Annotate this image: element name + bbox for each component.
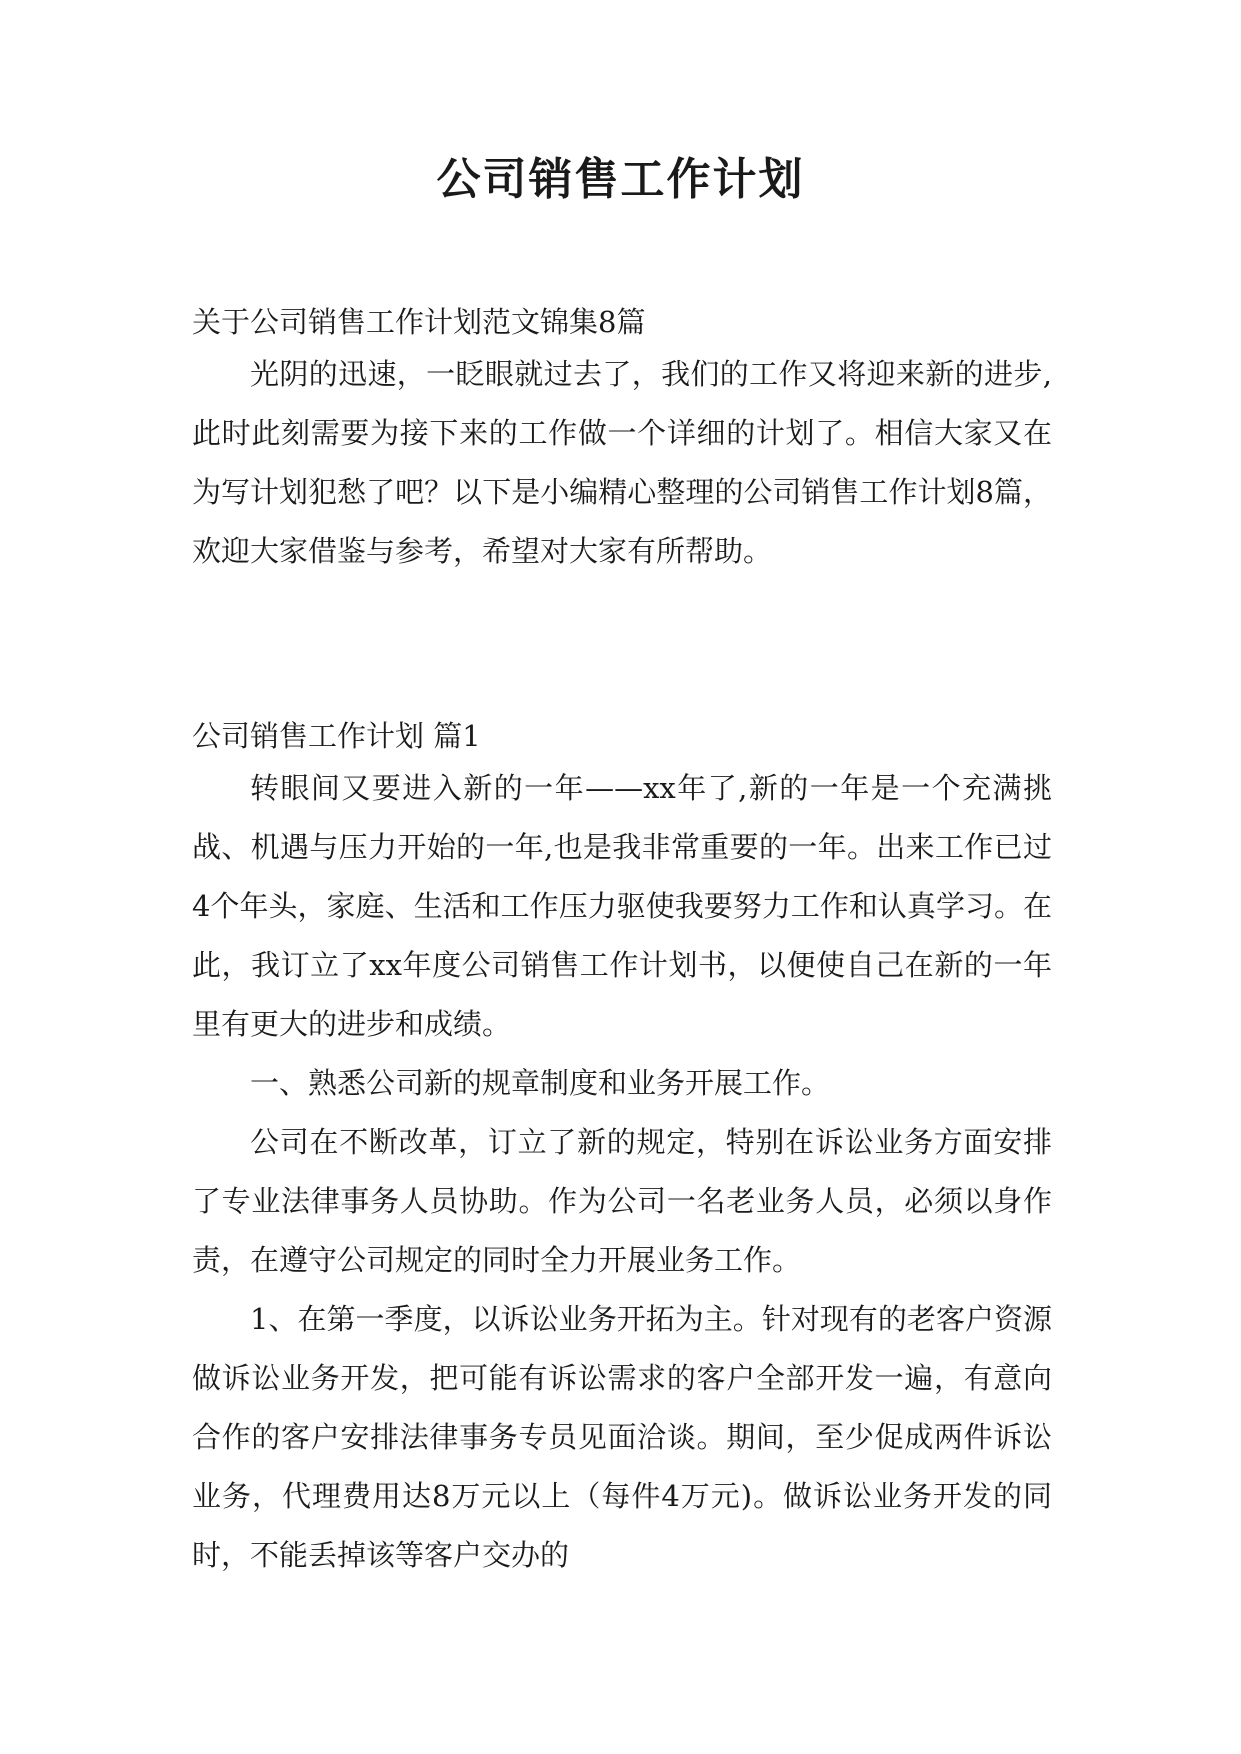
article-heading-block <box>192 707 1052 766</box>
article-paragraph-4: 1、在第一季度，以诉讼业务开拓为主。针对现有的老客户资源做诉讼业务开发，把可能有诉讼需求的客户全部开发一遍，有意向合作的客户安排法律事务专员见面洽谈。期间，至少促成两件诉讼业务，代理费用达8万元以上（每件4万元)。做诉讼业务开发的同时，不能丢掉该等客户交办的 <box>192 1302 1052 1572</box>
article-heading: 公司销售工作计划 篇1 <box>192 719 481 753</box>
intro-paragraph: 光阴的迅速，一眨眼就过去了，我们的工作又将迎来新的进步,此时此刻需要为接下来的工作做一个详细的计划了。相信大家又在为写计划犯愁了吧？以下是小编精心整理的公司销售工作计划8篇，欢迎大家借鉴与参考，希望对大家有所帮助。 <box>192 357 1052 568</box>
document-subtitle: 关于公司销售工作计划范文锦集8篇 <box>192 305 646 339</box>
article-paragraph-1: 转眼间又要进入新的一年——xx年了,新的一年是一个充满挑战、机遇与压力开始的一年,也是我非常重要的一年。出来工作已过4个年头，家庭、生活和工作压力驱使我要努力工作和认真学习。在此，我订立了xx年度公司销售工作计划书，以便使自己在新的一年里有更大的进步和成绩。 <box>192 771 1052 1041</box>
article-paragraph-2: 一、熟悉公司新的规章制度和业务开展工作。 <box>250 1066 831 1100</box>
article-body <box>192 759 1052 1585</box>
intro-section <box>192 345 1052 581</box>
document-subtitle-block <box>192 293 1052 352</box>
article-paragraph-3: 公司在不断改革，订立了新的规定，特别在诉讼业务方面安排了专业法律事务人员协助。作为公司一名老业务人员，必须以身作责，在遵守公司规定的同时全力开展业务工作。 <box>192 1125 1052 1277</box>
document-title: 公司销售工作计划 <box>436 154 805 205</box>
